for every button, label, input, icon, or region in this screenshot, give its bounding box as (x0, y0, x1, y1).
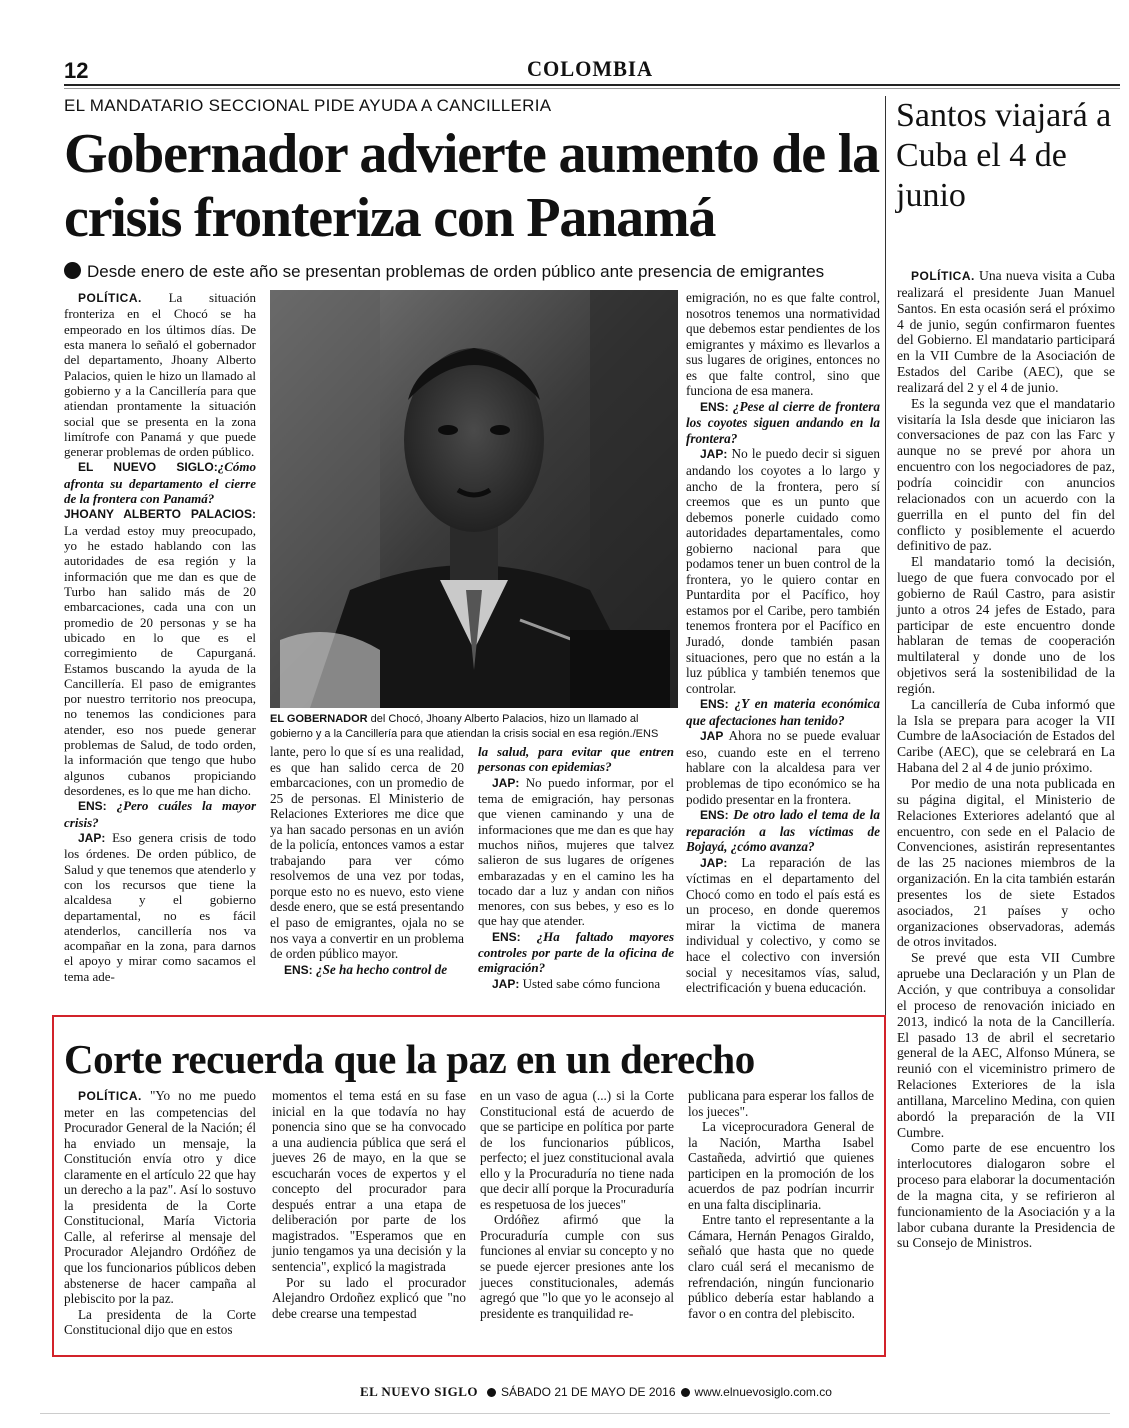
governor-photo-illustration (270, 290, 678, 708)
article-column-3 (478, 744, 674, 992)
footer-url[interactable]: www.elnuevosiglo.com.co (694, 1385, 832, 1399)
paragraph: Ordóñez afirmó que la Procuraduría cumple con sus funciones al enviar su concepto y no se puede ejercer presiones ante los jueces constitucionales, además agregó que "lo que yo le aconsejo al presidente es tranquilidad re- (480, 1212, 674, 1321)
speaker-label: ENS: (700, 697, 729, 712)
speaker-label: JAP (700, 729, 724, 744)
paragraph: El mandatario tomó la decisión, luego de que fuera convocado por el gobierno de Raúl Castro, para asistir junto a otros 24 jefes de Estado, para participar de este encuentro donde hablaran de temas de cooperación multilateral y donde uno de los objetivos será la sostenibilidad de la región. (897, 554, 1115, 696)
paragraph: La cancillería de Cuba informó que la Isla se prepara para acoger la VII Cumbre de laAsociación de Estados del Caribe (AEC), que se celebrará en La Habana del 2 al 4 de junio próximo. (897, 696, 1115, 776)
paragraph: Como parte de ese encuentro los interlocutores dialogaron sobre el proceso para elaborar la documentación de la magna cita, y se refirieron al funcionamiento de la Asociación y a la labor cubana durante la Presidencia de su Consejo de Ministros. (897, 1140, 1115, 1251)
paragraph: "Yo no me puedo meter en las competencias del Procurador General de la Nación; él ha enviado un mensaje, la Constitución envía otro y dice claramente en el artículo 22 que hay un derecho a la paz". Así lo sostuvo la presidenta de la Corte Constitucional, María Victoria Calle, al referirse al mensaje del Procurador Alejandro Ordóñez de que los funcionarios públicos deben abstenerse de hacer campaña al plebiscito por la paz. (64, 1088, 256, 1307)
paragraph: lante, pero lo que sí es una realidad, es que han salido cerca de 20 embarcaciones, con un promedio de 25 de personas. El Ministerio de Relaciones Exteriores me dice que ya han sacado personas en un avión de la policía, entonces vamos a estar trabajando para ver cómo resolvemos de una vez por todas, porque esto no es nuevo, esto viene desde enero, que se está presentando el paso de emigrantes, ojala no se nos vaya a convertir en un problema de orden público mayor. (270, 744, 464, 962)
answer: No puedo informar, por el tema de emigración, hay personas que vienen caminando y una de informaciones que me dan es que hay muchos niños, mujeres que talvez salieron de sus lugares de orígenes embarazadas y en el camino les ha tocado dar a luz y andan con niños menores, con sus bebes, y eso es lo que hay que atender. (478, 774, 674, 929)
bullet-icon (681, 1388, 690, 1397)
dateline: POLÍTICA. (911, 269, 975, 283)
paragraph: Por medio de una nota publicada en su página digital, el Ministerio de Relaciones Exteriores adelantó que al encuentro, con sede en el Palacio de Convenciones, asistirán representantes de las 25 naciones miembros de la organización. En la cita también estarán presentes los de siete Estados asociados, 21 países y ocho organizaciones observadoras, además de otros invitados. (897, 776, 1115, 950)
question: ¿Ha faltado mayores controles por parte de la oficina de emigración? (478, 928, 675, 976)
answer: La verdad estoy muy preocupado, yo he estado hablando con las autoridades de esa región y la información que me dan es que de Turbo han salido más de 20 embarcaciones, cada una con un promedio de 20 personas y se ha ubicado en lo que es el corregimiento de Capurganá. Estamos buscando la ayuda de la Cancillería. El paso de emigrantes por nuestro territorio nos preocupa, no tenemos las condiciones para atender, eso nos puede generar problemas de Salud, de todo orden, la información que tengo que hubo algunos cubanos propiciando desordenes, es lo que me han dicho. (64, 522, 256, 798)
paragraph: emigración, no es que falte control, nosotros tenemos una normatividad que debemos estar pendientes de los emigrantes y máximo es llevarlos a sus lugares de origines, entonces no es que falte control, sino que funciona de esa manera. (686, 290, 880, 399)
page-footer (360, 1384, 832, 1400)
speaker-label: JAP: (700, 855, 728, 870)
dateline: POLÍTICA. (78, 291, 142, 305)
paragraph: Se prevé que esta VII Cumbre apruebe una Declaración y un Plan de Acción, y que contribuya a consolidar el proceso de renovación iniciado en 2013, indicó la nota de la Cancillería. El pasado 13 de abril el secretario general de la AEC, Alfonso Múnera, se reunió con el viceministro primero de Relaciones Exteriores de la isla antillana, Marcelino Medina, con quien abordó la preparación de la VII Cumbre. (897, 950, 1115, 1140)
speaker-label: JAP: (78, 830, 106, 845)
footer-date: SÁBADO 21 DE MAYO DE 2016 (501, 1385, 676, 1399)
sidebar-headline: Santos viajará a Cuba el 4 de junio (896, 97, 1112, 214)
paragraph: La presidenta de la Corte Constitucional dijo que en estos (64, 1306, 256, 1338)
boxed-column-2 (272, 1088, 466, 1321)
article-column-4 (686, 290, 880, 996)
paragraph: Por su lado el procurador Alejandro Ordoñez explicó que "no debe crearse una tempestad (272, 1274, 466, 1321)
dateline: POLÍTICA. (78, 1089, 142, 1103)
bullet-icon (64, 262, 81, 279)
section-label: COLOMBIA (526, 56, 654, 81)
article-column-1 (64, 290, 256, 984)
question: ¿Pero cuáles la mayor crisis? (64, 798, 256, 830)
boxed-column-1 (64, 1088, 256, 1338)
speaker-label: ENS: (492, 929, 521, 944)
article-headline: Gobernador advierte aumento de la crisis fronteriza con Panamá (64, 123, 879, 249)
paragraph: Entre tanto el representante a la Cámara, Hernán Penagos Giraldo, señaló que hasta que no quede claro cuál será el mecanismo de refrendación, ningún funcionario público debería estar hablando a favor o en contra del plebiscito. (688, 1212, 874, 1321)
caption-lead: EL GOBERNADOR (270, 713, 368, 725)
speaker-label: ENS: (700, 399, 729, 414)
question: ¿Pese al cierre de frontera los coyotes siguen andando en la frontera? (686, 398, 881, 446)
answer: No le puedo decir si siguen andando los coyotes a lo largo y ancho de la frontera, pero sí creemos que es un punto que debemos ponerle cuidado como autoridades departamentales, como gobierno nacional para que podamos tener un buen control de la frontera, yo le quiero contar en Puntardita por el Pacífico, hoy estamos por el Caribe, pero también tenemos frontera por el Pacífico en Juradó, donde también pasan situaciones, pero que no están a la luz pública y también tenemos que controlar. (686, 446, 880, 696)
answer: La reparación de las víctimas en el departamento del Chocó como en todo el país está es un proceso, en donde queremos mirar la victima de manera individual y colectivo, y como se hace el colectivo con inversión social y necesitamos vías, salud, electrificación y buena educación. (686, 854, 880, 996)
speaker-label: JAP: (492, 775, 520, 790)
governor-photo (270, 290, 678, 708)
paragraph: Una nueva visita a Cuba realizará el presidente Juan Manuel Santos. En esta ocasión será el próximo 4 de junio, según confirmaron fuentes del Gobierno. El mandatario participará en la VII Cumbre de la Asociación de Estados del Caribe (AEC), que se realizará del 2 y el 4 de junio. (897, 268, 1115, 395)
newspaper-logo: EL NUEVO SIGLO (360, 1384, 478, 1399)
bullet-icon (487, 1388, 496, 1397)
paragraph: publicana para esperar los fallos de los jueces". (688, 1088, 874, 1119)
paragraph: en un vaso de agua (...) si la Corte Constitucional está de acuerdo de que se participe en política por parte de los funcionarios públicos, perfecto; el juez constitucional avala ello y la Procuraduría no tiene nada que decir allí porque la Procuraduría es respetuosa de los jueces" (480, 1088, 674, 1212)
header-rule-thin (64, 88, 1120, 89)
paragraph: Es la segunda vez que el mandatario visitaría la Isla desde que iniciaron las conversaciones de paz con las Farc y aunque no se prevé por ahora un encuentro con los negociadores de paz, podría coincidir con anuncios relacionados con un acuerdo con la guerrilla en el punto del fin del conflicto y posiblemente el acuerdo definitivo de paz. (897, 395, 1115, 554)
paragraph: La viceprocuradora General de la Nación, Martha Isabel Castañeda, advirtió que quienes participen en la promoción de los acuerdos de paz podrían incurrir en una falta disciplinaria. (688, 1119, 874, 1212)
question: De otro lado el tema de la reparación a las víctimas de Bojayá, ¿cómo avanza? (686, 807, 880, 855)
speaker-label: ENS: (284, 962, 313, 977)
article-subhead (64, 262, 884, 282)
question: ¿Cómo afronta su departamento el cierre de la frontera con Panamá? (64, 459, 256, 507)
header-rule (64, 84, 1120, 86)
boxed-column-3 (480, 1088, 674, 1321)
article-column-2 (270, 744, 464, 978)
speaker-label: ENS: (700, 808, 729, 823)
paragraph: momentos el tema está en su fase inicial en la que todavía no hay ponencia sino que se ha convocado a una audiencia pública que será el jueves 26 de mayo, en la que se escucharán voces de expertos y el concepto del procurador para después entrar a una etapa de deliberación por parte de los magistrados. "Esperamos que en junio tengamos ya una decisión y la sentencia", explicó la magistrada (272, 1088, 466, 1275)
subhead-text: Desde enero de este año se presentan problemas de orden público ante presencia de emigrantes (87, 262, 825, 281)
question: ¿Y en materia económica que afectaciones han tenido? (686, 696, 880, 728)
speaker-label: JAP: (492, 976, 520, 991)
answer: Eso genera crisis de todo los órdenes. De orden público, de Salud y que tenemos que atenderlo y con los recursos que tiene la alcaldesa y el gobierno departamental, no es fácil atenderlos, cancillería nos va acompañar en la zona, para darnos el apoyo y mirar como sacamos el tema ade- (64, 829, 257, 984)
speaker-label: ENS: (78, 799, 107, 814)
boxed-column-4 (688, 1088, 874, 1321)
photo-caption (270, 712, 680, 742)
speaker-label: JAP: (700, 447, 728, 462)
paragraph: La situación fronteriza en el Chocó se ha empeorado en los últimos días. De esta manera lo señaló el gobernador del departamento, Jhoany Alberto Palacios, quien le hizo un llamado al gobierno y a la Cancillería para que atiendan prontamente la situación social que se presenta en la zona limítrofe con Panamá y que puede generar problemas de orden público. (64, 290, 256, 460)
article-kicker: EL MANDATARIO SECCIONAL PIDE AYUDA A CANCILLERIA (64, 96, 552, 115)
question: ¿Se ha hecho control de (315, 961, 448, 977)
answer: Ahora no se puede evaluar eso, cuando este en el terreno hablare con la alcaldesa para ver problemas de tipo económico se ha podido presentar en la frontera. (686, 728, 880, 807)
answer: Usted sabe cómo funciona (522, 975, 661, 991)
speaker-label: EL NUEVO SIGLO: (78, 460, 218, 475)
speaker-label: JHOANY ALBERTO PALACIOS: (64, 507, 256, 522)
boxed-article-headline: Corte recuerda que la paz en un derecho (64, 1036, 755, 1082)
caption-text: del Chocó, Jhoany Alberto Palacios, hizo un llamado al gobierno y a la Cancillería para que atiendan la crisis social en esa región./ENS (270, 713, 659, 740)
footer-rule (40, 1413, 1110, 1414)
question: la salud, para evitar que entren personas con epidemias? (478, 744, 674, 775)
sidebar-body (897, 268, 1115, 1251)
page-number: 12 (64, 58, 89, 83)
